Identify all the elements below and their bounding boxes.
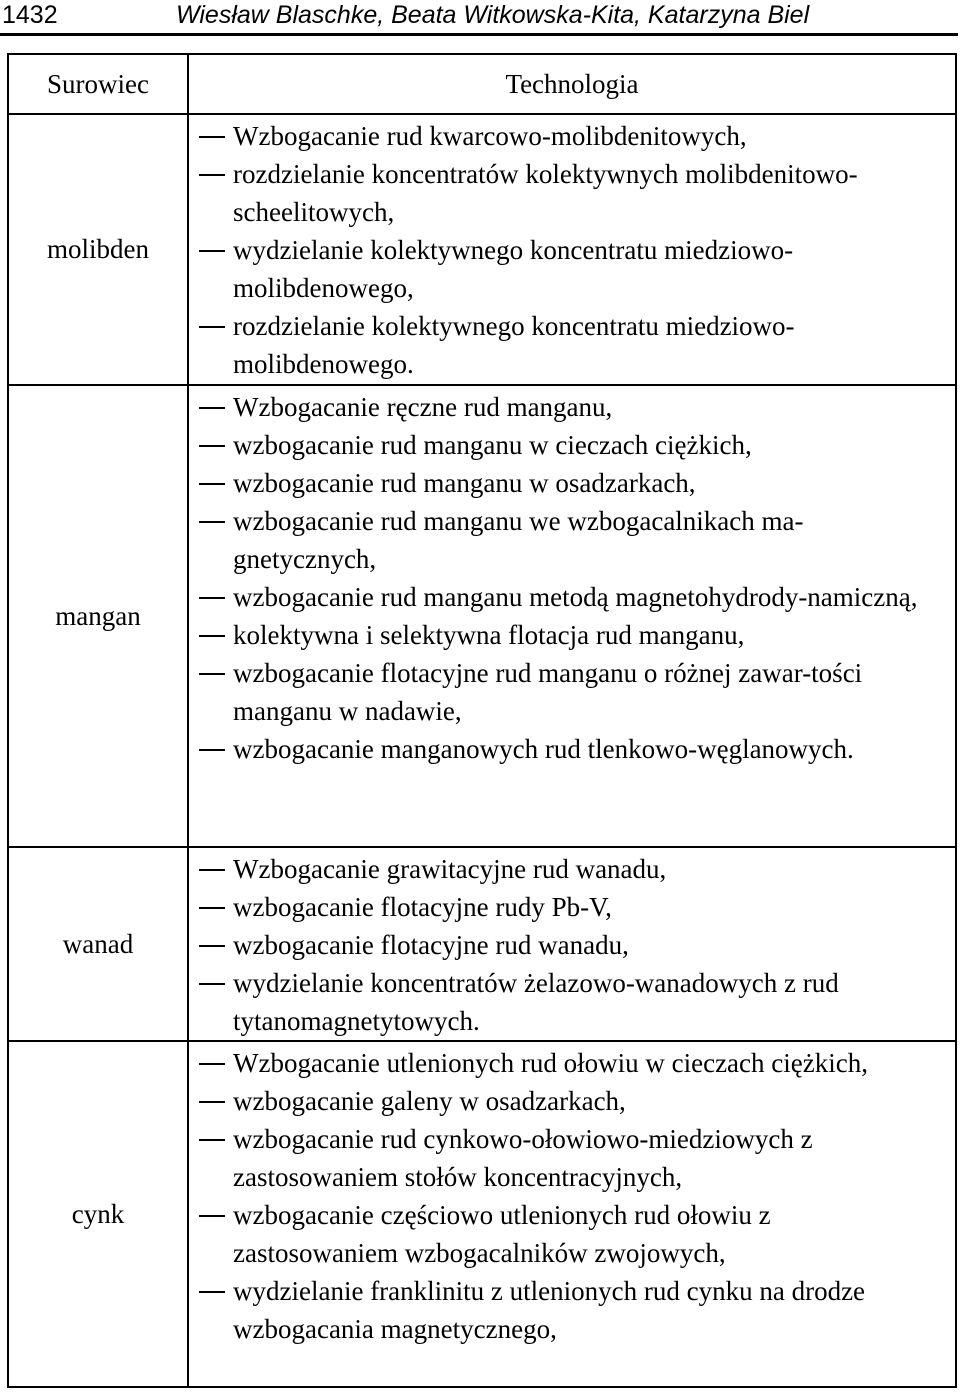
column-header-technologia: Technologia — [188, 54, 956, 114]
list-item-text: rozdzielanie koncentratów kolektywnych molibdenitowo-scheelitowych, — [233, 159, 858, 227]
list-item-text: wzbogacanie rud manganu w cieczach ciężkich, — [233, 430, 752, 460]
page-number: 1432 — [2, 1, 58, 29]
page-header — [0, 0, 960, 36]
list-item — [189, 502, 955, 578]
table-row — [8, 114, 956, 385]
list-item-text: wydzielanie kolektywnego koncentratu miedziowo-molibdenowego, — [233, 235, 794, 303]
list-item — [189, 616, 955, 654]
list-item-text: wzbogacanie flotacyjne rud manganu o różnej zawar-tości manganu w nadawie, — [233, 658, 863, 726]
list-item-text: rozdzielanie kolektywnego koncentratu miedziowo-molibdenowego. — [233, 311, 795, 379]
technology-cell — [188, 847, 956, 1041]
list-item — [189, 1272, 955, 1348]
list-item-text: wzbogacanie flotacyjne rudy Pb-V, — [233, 892, 612, 922]
list-item — [189, 578, 955, 616]
technology-cell — [188, 114, 956, 385]
list-item — [189, 730, 955, 768]
list-item-text: Wzbogacanie utlenionych rud ołowiu w cieczach ciężkich, — [233, 1048, 868, 1078]
surowiec-cell: molibden — [8, 114, 188, 385]
list-item — [189, 850, 955, 888]
list-item — [189, 1196, 955, 1272]
table-row — [8, 1041, 956, 1387]
list-item — [189, 654, 955, 730]
list-item-text: wzbogacanie rud manganu metodą magnetohydrody-namiczną, — [233, 582, 918, 612]
list-item — [189, 307, 955, 383]
list-item — [189, 388, 955, 426]
surowiec-cell: wanad — [8, 847, 188, 1041]
header-rule — [0, 33, 958, 36]
table-header-row — [8, 54, 956, 114]
technology-list — [189, 848, 955, 1040]
list-item — [189, 117, 955, 155]
technology-table — [7, 53, 957, 1388]
surowiec-cell: cynk — [8, 1041, 188, 1387]
column-header-surowiec: Surowiec — [8, 54, 188, 114]
list-item — [189, 888, 955, 926]
list-item-text: wzbogacanie manganowych rud tlenkowo-węglanowych. — [233, 734, 854, 764]
list-item — [189, 1044, 955, 1082]
list-item — [189, 926, 955, 964]
list-item-text: wydzielanie franklinitu z utlenionych rud cynku na drodze wzbogacania magnetycznego, — [233, 1276, 866, 1344]
list-item — [189, 155, 955, 231]
running-head-authors: Wiesław Blaschke, Beata Witkowska-Kita, Katarzyna Biel — [176, 1, 810, 29]
technology-cell — [188, 1041, 956, 1387]
list-item-text: wzbogacanie rud manganu w osadzarkach, — [233, 468, 696, 498]
list-item — [189, 231, 955, 307]
list-item-text: wzbogacanie rud cynkowo-ołowiowo-miedziowych z zastosowaniem stołów koncentracyjnych, — [233, 1124, 813, 1192]
list-item — [189, 464, 955, 502]
list-item-text: wzbogacanie rud manganu we wzbogacalnikach ma-gnetycznych, — [233, 506, 804, 574]
list-item-text: Wzbogacanie rud kwarcowo-molibdenitowych, — [233, 121, 747, 151]
list-item — [189, 964, 955, 1040]
technology-list — [189, 1042, 955, 1348]
list-item — [189, 426, 955, 464]
list-item-text: wzbogacanie flotacyjne rud wanadu, — [233, 930, 629, 960]
table-row — [8, 385, 956, 847]
list-item-text: Wzbogacanie ręczne rud manganu, — [233, 392, 613, 422]
list-item — [189, 1120, 955, 1196]
list-item-text: Wzbogacanie grawitacyjne rud wanadu, — [233, 854, 667, 884]
table-row — [8, 847, 956, 1041]
technology-cell — [188, 385, 956, 847]
surowiec-cell: mangan — [8, 385, 188, 847]
technology-list — [189, 386, 955, 768]
list-item-text: wzbogacanie częściowo utlenionych rud ołowiu z zastosowaniem wzbogacalników zwojowych, — [233, 1200, 771, 1268]
technology-list — [189, 115, 955, 383]
list-item-text: wzbogacanie galeny w osadzarkach, — [233, 1086, 626, 1116]
list-item — [189, 1082, 955, 1120]
list-item-text: kolektywna i selektywna flotacja rud manganu, — [233, 620, 745, 650]
list-item-text: wydzielanie koncentratów żelazowo-wanadowych z rud tytanomagnetytowych. — [233, 968, 839, 1036]
